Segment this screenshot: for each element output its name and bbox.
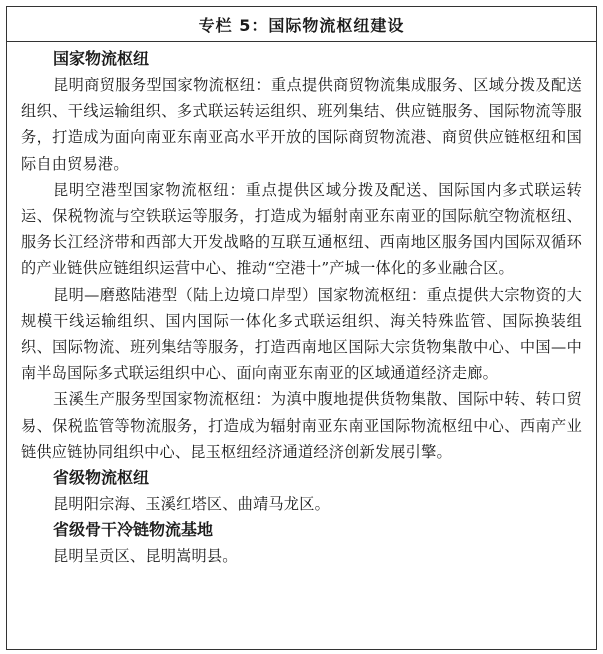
provincial-hubs-list: 昆明阳宗海、玉溪红塔区、曲靖马龙区。 xyxy=(53,495,330,514)
column-content xyxy=(7,42,596,569)
section-heading-provincial-hubs: 省级物流枢纽 xyxy=(53,468,150,488)
paragraph-yuxi-production-hub: 玉溪生产服务型国家物流枢纽：为滇中腹地提供货物集散、国际中转、转口贸易、保税监管等物流服务，打造成为辐射南亚东南亚国际物流枢纽中心、西南产业链供应链协同组织中心、昆玉枢纽经济通道经济创新发展引擎。 xyxy=(21,390,582,461)
paragraph-kunming-mohan-land-port-hub: 昆明—磨憨陆港型（陆上边境口岸型）国家物流枢纽：重点提供大宗物资的大规模干线运输组织、国内国际一体化多式联运组织、海关特殊监管、国际换装组织、国际物流、班列集结等服务，打造西南地区国际大宗货物集散中心、中国—中南半岛国际多式联运组织中心、面向南亚东南亚的区域通道经济走廊。 xyxy=(21,285,582,383)
cold-chain-bases-list: 昆明呈贡区、昆明嵩明县。 xyxy=(53,547,238,566)
paragraph-kunming-airport-hub: 昆明空港型国家物流枢纽：重点提供区域分拨及配送、国际国内多式联运转运、保税物流与空铁联运等服务，打造成为辐射南亚东南亚的国际航空物流枢纽、服务长江经济带和西部大开发战略的互联互通枢纽、西南地区服务国内国际双循环的产业链供应链组织运营中心、推动“空港十”产城一体化的多业融合区。 xyxy=(21,180,582,278)
section-heading-national-hubs: 国家物流枢纽 xyxy=(53,49,150,68)
section-heading-cold-chain-bases: 省级骨干冷链物流基地 xyxy=(53,520,214,540)
paragraph-kunming-commerce-hub: 昆明商贸服务型国家物流枢纽：重点提供商贸物流集成服务、区域分拨及配送组织、干线运输组织、多式联运转运组织、班列集结、供应链服务、国际物流等服务，打造成为面向南亚东南亚高水平开放的国际商贸物流港、商贸供应链枢纽和国际自由贸易港。 xyxy=(21,76,582,173)
column-title: 专栏 5：国际物流枢纽建设 xyxy=(7,7,596,42)
column-box xyxy=(6,6,597,650)
